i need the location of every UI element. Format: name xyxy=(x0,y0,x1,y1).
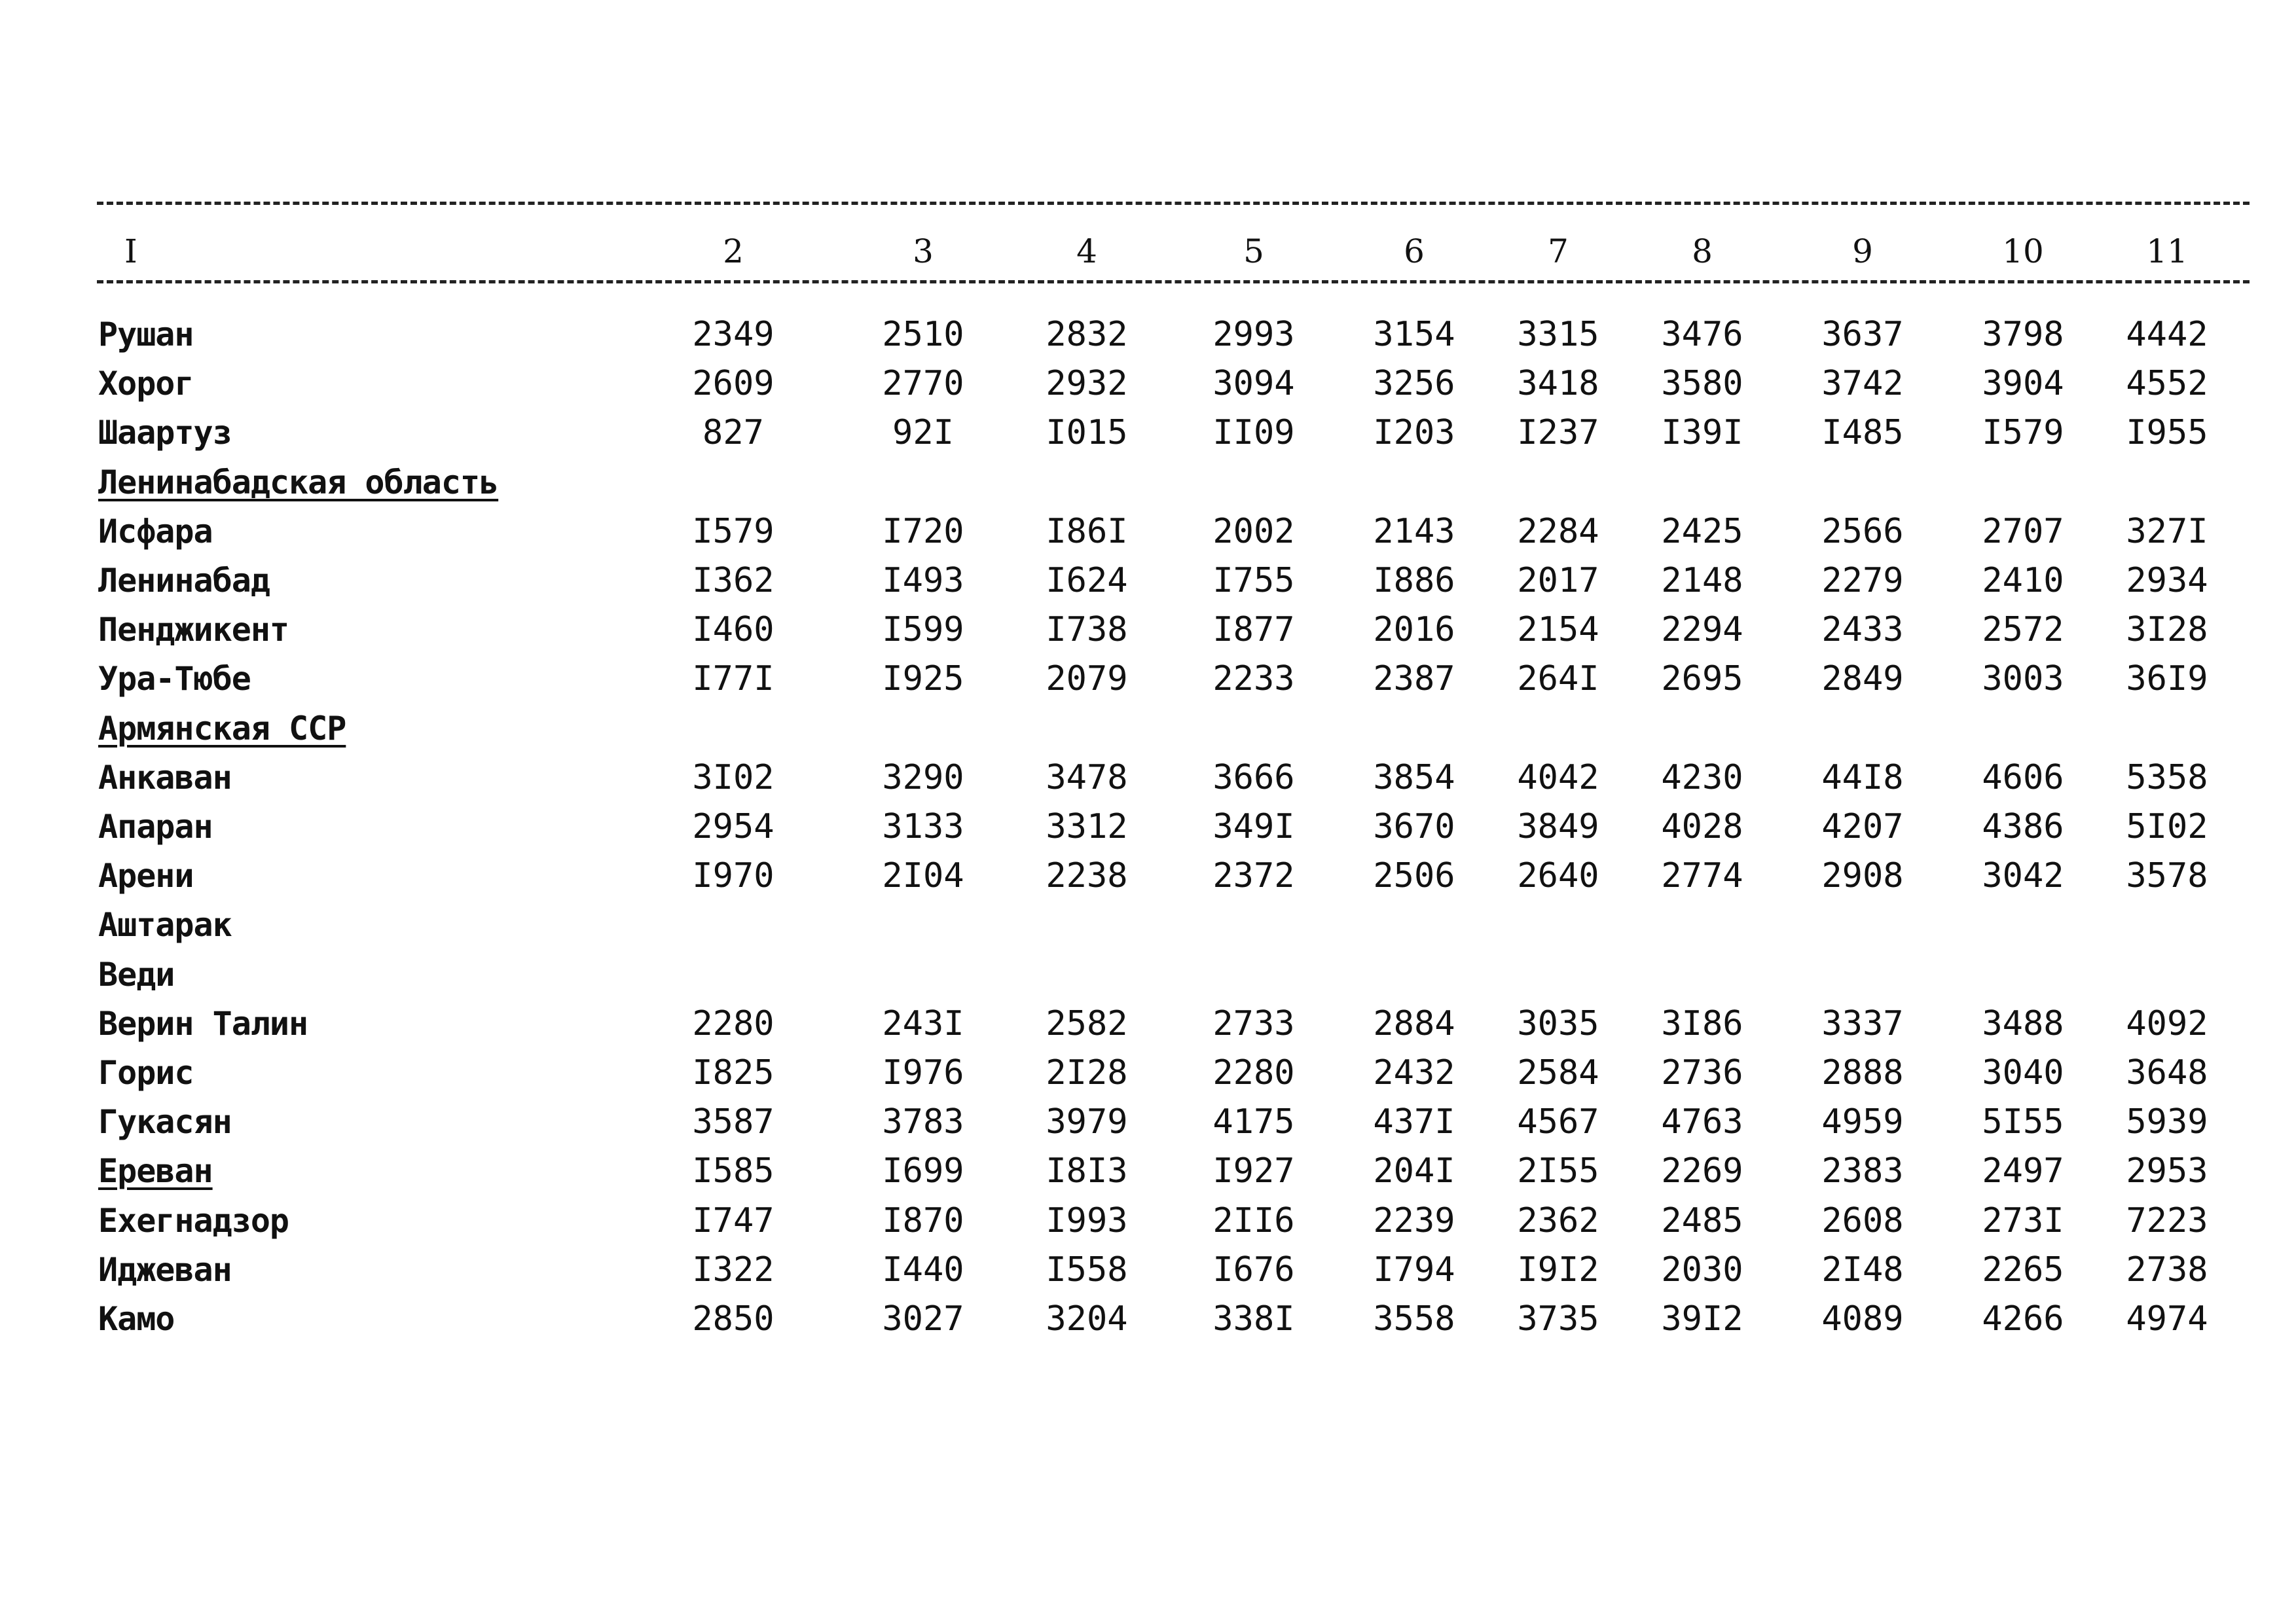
row-value-col-3: 243I xyxy=(882,1003,964,1043)
row-name: Иджеван xyxy=(98,1250,232,1289)
row-value-col-9: 2383 xyxy=(1821,1151,1904,1191)
row-name: Рушан xyxy=(98,316,194,353)
row-value-col-3: I699 xyxy=(882,1151,964,1191)
table-row xyxy=(98,951,2250,998)
row-value-col-8: 4230 xyxy=(1661,757,1743,797)
row-name: Аштарак xyxy=(98,906,232,945)
table-row xyxy=(98,1098,2250,1146)
row-value-col-2: I362 xyxy=(692,561,774,600)
row-value-col-3: 3290 xyxy=(882,757,964,797)
row-value-col-2: I585 xyxy=(692,1151,774,1191)
header-col-1: I xyxy=(124,232,137,270)
row-name: Горис xyxy=(98,1054,194,1092)
row-value-col-11: 327I xyxy=(2126,511,2208,551)
row-value-col-10: 2410 xyxy=(1982,561,2064,600)
row-value-col-3: I976 xyxy=(882,1053,964,1092)
row-value-col-5: I676 xyxy=(1212,1250,1295,1290)
row-value-col-3: 2I04 xyxy=(882,856,964,896)
row-value-col-2: 827 xyxy=(702,413,764,453)
table-row xyxy=(98,508,2250,555)
row-value-col-8: 2774 xyxy=(1661,856,1743,896)
row-value-col-6: 437I xyxy=(1373,1102,1455,1142)
row-value-col-3: 3783 xyxy=(882,1102,964,1142)
row-name: Армянская ССР xyxy=(98,709,346,748)
row-value-col-5: 2993 xyxy=(1212,315,1295,354)
row-value-col-2: I970 xyxy=(692,856,774,896)
row-value-col-4: 3204 xyxy=(1046,1299,1128,1339)
row-value-col-9: 2849 xyxy=(1821,659,1904,699)
row-name: Хорог xyxy=(98,365,194,403)
row-value-col-5: 2233 xyxy=(1212,659,1295,699)
row-value-col-10: 3040 xyxy=(1982,1053,2064,1092)
row-value-col-10: 273I xyxy=(1982,1200,2064,1240)
row-value-col-11: 5358 xyxy=(2126,757,2208,797)
row-name: Верин Талин xyxy=(98,1004,308,1043)
row-value-col-7: 3849 xyxy=(1517,807,1599,846)
row-value-col-11: 3648 xyxy=(2126,1053,2208,1092)
row-value-col-4: 3979 xyxy=(1046,1102,1128,1142)
row-name: Гукасян xyxy=(98,1103,232,1142)
row-value-col-2: I322 xyxy=(692,1250,774,1290)
row-value-col-6: 3154 xyxy=(1373,315,1455,354)
row-name: Анкаван xyxy=(98,758,232,797)
row-name: Камо xyxy=(98,1300,175,1338)
header-col-6: 6 xyxy=(1404,232,1425,270)
table-row xyxy=(98,803,2250,850)
row-value-col-5: 349I xyxy=(1212,807,1295,846)
row-value-col-11: 5I02 xyxy=(2126,807,2208,846)
header-col-9: 9 xyxy=(1852,232,1873,270)
row-value-col-8: 4763 xyxy=(1661,1102,1743,1142)
row-value-col-5: 2002 xyxy=(1212,511,1295,551)
row-value-col-4: I015 xyxy=(1046,413,1128,453)
row-value-col-8: 2030 xyxy=(1661,1250,1743,1290)
row-value-col-3: 3133 xyxy=(882,807,964,846)
table-row xyxy=(98,1295,2250,1343)
row-value-col-6: 2506 xyxy=(1373,856,1455,896)
row-name: Ленинабад xyxy=(98,562,270,600)
row-value-col-7: 3418 xyxy=(1517,364,1599,404)
row-value-col-8: 3476 xyxy=(1661,315,1743,354)
row-value-col-7: 4567 xyxy=(1517,1102,1599,1142)
row-value-col-10: 3042 xyxy=(1982,856,2064,896)
row-value-col-6: 2387 xyxy=(1373,659,1455,699)
row-value-col-6: I203 xyxy=(1373,413,1455,453)
row-value-col-10: 3488 xyxy=(1982,1003,2064,1043)
row-value-col-4: I738 xyxy=(1046,610,1128,650)
row-value-col-11: 4092 xyxy=(2126,1003,2208,1043)
row-value-col-10: 4266 xyxy=(1982,1299,2064,1339)
row-value-col-11: 2953 xyxy=(2126,1151,2208,1191)
row-value-col-9: 4959 xyxy=(1821,1102,1904,1142)
table-row xyxy=(98,409,2250,456)
row-value-col-3: I599 xyxy=(882,610,964,650)
row-value-col-10: 2497 xyxy=(1982,1151,2064,1191)
row-value-col-11: 4974 xyxy=(2126,1299,2208,1339)
row-value-col-2: 2954 xyxy=(692,807,774,846)
row-value-col-5: 2II6 xyxy=(1212,1200,1295,1240)
row-value-col-4: 2238 xyxy=(1046,856,1128,896)
header-col-4: 4 xyxy=(1076,232,1097,270)
row-name: Апаран xyxy=(98,808,213,846)
row-value-col-10: 5I55 xyxy=(1982,1102,2064,1142)
row-value-col-7: I237 xyxy=(1517,413,1599,453)
row-value-col-9: 2908 xyxy=(1821,856,1904,896)
row-value-col-2: 3587 xyxy=(692,1102,774,1142)
row-value-col-4: I86I xyxy=(1046,511,1128,551)
header-col-7: 7 xyxy=(1548,232,1569,270)
table-row xyxy=(98,754,2250,801)
row-value-col-4: 3312 xyxy=(1046,807,1128,846)
row-value-col-6: 2884 xyxy=(1373,1003,1455,1043)
row-value-col-9: 3637 xyxy=(1821,315,1904,354)
row-value-col-7: 4042 xyxy=(1517,757,1599,797)
row-value-col-2: I747 xyxy=(692,1200,774,1240)
row-name: Ехегнадзор xyxy=(98,1201,289,1240)
row-value-col-10: 2265 xyxy=(1982,1250,2064,1290)
row-value-col-7: 264I xyxy=(1517,659,1599,699)
row-value-col-4: 2I28 xyxy=(1046,1053,1128,1092)
row-value-col-7: 2284 xyxy=(1517,511,1599,551)
table-row xyxy=(98,557,2250,604)
row-value-col-5: I877 xyxy=(1212,610,1295,650)
row-value-col-10: 2572 xyxy=(1982,610,2064,650)
row-value-col-2: 3I02 xyxy=(692,757,774,797)
row-value-col-10: 4606 xyxy=(1982,757,2064,797)
row-value-col-11: 2738 xyxy=(2126,1250,2208,1290)
row-value-col-11: 3I28 xyxy=(2126,610,2208,650)
row-value-col-2: I579 xyxy=(692,511,774,551)
row-value-col-5: 3666 xyxy=(1212,757,1295,797)
row-value-col-2: 2609 xyxy=(692,364,774,404)
table-row xyxy=(98,1000,2250,1047)
header-col-3: 3 xyxy=(913,232,934,270)
row-value-col-5: 2372 xyxy=(1212,856,1295,896)
row-value-col-7: 2362 xyxy=(1517,1200,1599,1240)
row-value-col-4: 2832 xyxy=(1046,315,1128,354)
table-row xyxy=(98,1246,2250,1293)
row-name: Веди xyxy=(98,955,175,994)
header-col-11: 11 xyxy=(2146,232,2188,270)
row-value-col-3: 2770 xyxy=(882,364,964,404)
row-value-col-11: I955 xyxy=(2126,413,2208,453)
row-value-col-4: I558 xyxy=(1046,1250,1128,1290)
row-value-col-9: 2888 xyxy=(1821,1053,1904,1092)
row-value-col-7: 3315 xyxy=(1517,315,1599,354)
row-value-col-5: I927 xyxy=(1212,1151,1295,1191)
row-value-col-11: 5939 xyxy=(2126,1102,2208,1142)
row-name: Шаартуз xyxy=(98,414,232,452)
row-value-col-9: I485 xyxy=(1821,413,1904,453)
row-value-col-2: I825 xyxy=(692,1053,774,1092)
row-value-col-6: 2432 xyxy=(1373,1053,1455,1092)
row-value-col-8: 2294 xyxy=(1661,610,1743,650)
table-row xyxy=(98,852,2250,899)
row-value-col-8: 2485 xyxy=(1661,1200,1743,1240)
row-value-col-10: 3904 xyxy=(1982,364,2064,404)
row-name: Ереван xyxy=(98,1152,213,1191)
table-row xyxy=(98,1049,2250,1096)
row-value-col-10: I579 xyxy=(1982,413,2064,453)
row-value-col-8: 3580 xyxy=(1661,364,1743,404)
row-value-col-9: 3337 xyxy=(1821,1003,1904,1043)
row-value-col-5: 338I xyxy=(1212,1299,1295,1339)
row-value-col-11: 4442 xyxy=(2126,315,2208,354)
row-value-col-6: 3854 xyxy=(1373,757,1455,797)
header-col-10: 10 xyxy=(2002,232,2044,270)
row-value-col-6: 204I xyxy=(1373,1151,1455,1191)
row-value-col-9: 2279 xyxy=(1821,561,1904,600)
row-value-col-8: I39I xyxy=(1661,413,1743,453)
row-value-col-4: 2582 xyxy=(1046,1003,1128,1043)
row-value-col-6: 2239 xyxy=(1373,1200,1455,1240)
row-value-col-2: 2349 xyxy=(692,315,774,354)
row-value-col-9: 4207 xyxy=(1821,807,1904,846)
row-value-col-3: 3027 xyxy=(882,1299,964,1339)
row-value-col-11: 36I9 xyxy=(2126,659,2208,699)
header-col-8: 8 xyxy=(1692,232,1713,270)
row-value-col-7: I9I2 xyxy=(1517,1250,1599,1290)
row-value-col-8: 2148 xyxy=(1661,561,1743,600)
row-value-col-6: I794 xyxy=(1373,1250,1455,1290)
row-value-col-8: 2736 xyxy=(1661,1053,1743,1092)
section-row xyxy=(98,459,2250,506)
row-value-col-4: 2932 xyxy=(1046,364,1128,404)
row-value-col-2: I77I xyxy=(692,659,774,699)
row-value-col-8: 2269 xyxy=(1661,1151,1743,1191)
header-col-2: 2 xyxy=(723,232,744,270)
header-dashed-rule xyxy=(97,280,2250,283)
row-value-col-7: 3735 xyxy=(1517,1299,1599,1339)
section-row xyxy=(98,1147,2250,1195)
row-value-col-2: 2280 xyxy=(692,1003,774,1043)
top-dashed-rule xyxy=(97,202,2250,205)
row-value-col-8: 4028 xyxy=(1661,807,1743,846)
row-value-col-2: I460 xyxy=(692,610,774,650)
row-name: Ленинабадская область xyxy=(98,463,499,501)
row-value-col-5: 2733 xyxy=(1212,1003,1295,1043)
row-value-col-6: 3670 xyxy=(1373,807,1455,846)
row-name: Пенджикент xyxy=(98,611,289,649)
row-value-col-11: 2934 xyxy=(2126,561,2208,600)
row-value-col-7: 2584 xyxy=(1517,1053,1599,1092)
row-value-col-7: 2I55 xyxy=(1517,1151,1599,1191)
row-value-col-10: 2707 xyxy=(1982,511,2064,551)
table-row xyxy=(98,606,2250,653)
row-value-col-7: 2154 xyxy=(1517,610,1599,650)
row-value-col-8: 2695 xyxy=(1661,659,1743,699)
row-value-col-9: 3742 xyxy=(1821,364,1904,404)
row-value-col-3: I720 xyxy=(882,511,964,551)
table-row xyxy=(98,1197,2250,1244)
row-value-col-9: 2I48 xyxy=(1821,1250,1904,1290)
row-value-col-6: 2143 xyxy=(1373,511,1455,551)
row-value-col-4: 2079 xyxy=(1046,659,1128,699)
row-value-col-7: 3035 xyxy=(1517,1003,1599,1043)
table-row xyxy=(98,901,2250,948)
row-value-col-9: 4089 xyxy=(1821,1299,1904,1339)
row-value-col-5: II09 xyxy=(1212,413,1295,453)
row-value-col-6: 3256 xyxy=(1373,364,1455,404)
row-value-col-4: I993 xyxy=(1046,1200,1128,1240)
row-value-col-3: I870 xyxy=(882,1200,964,1240)
section-row xyxy=(98,705,2250,752)
row-name: Арени xyxy=(98,857,194,895)
header-col-5: 5 xyxy=(1243,232,1264,270)
row-value-col-11: 4552 xyxy=(2126,364,2208,404)
table-header-row xyxy=(98,228,2250,275)
row-value-col-2: 2850 xyxy=(692,1299,774,1339)
row-value-col-3: 2510 xyxy=(882,315,964,354)
row-value-col-4: I8I3 xyxy=(1046,1151,1128,1191)
row-value-col-9: 2566 xyxy=(1821,511,1904,551)
row-value-col-4: I624 xyxy=(1046,561,1128,600)
row-value-col-3: 92I xyxy=(892,413,954,453)
row-value-col-7: 2017 xyxy=(1517,561,1599,600)
row-value-col-5: 2280 xyxy=(1212,1053,1295,1092)
table-row xyxy=(98,655,2250,702)
row-value-col-6: I886 xyxy=(1373,561,1455,600)
row-name: Исфара xyxy=(98,512,213,550)
row-value-col-6: 3558 xyxy=(1373,1299,1455,1339)
row-value-col-10: 4386 xyxy=(1982,807,2064,846)
row-value-col-10: 3003 xyxy=(1982,659,2064,699)
row-value-col-9: 2608 xyxy=(1821,1200,1904,1240)
row-value-col-11: 7223 xyxy=(2126,1200,2208,1240)
row-value-col-6: 2016 xyxy=(1373,610,1455,650)
row-value-col-9: 44I8 xyxy=(1821,757,1904,797)
row-value-col-5: 3094 xyxy=(1212,364,1295,404)
row-value-col-11: 3578 xyxy=(2126,856,2208,896)
row-name: Ура-Тюбе xyxy=(98,660,251,698)
row-value-col-10: 3798 xyxy=(1982,315,2064,354)
row-value-col-5: 4175 xyxy=(1212,1102,1295,1142)
row-value-col-3: I493 xyxy=(882,561,964,600)
table-row xyxy=(98,360,2250,407)
row-value-col-8: 3I86 xyxy=(1661,1003,1743,1043)
row-value-col-9: 2433 xyxy=(1821,610,1904,650)
row-value-col-8: 39I2 xyxy=(1661,1299,1743,1339)
row-value-col-5: I755 xyxy=(1212,561,1295,600)
row-value-col-4: 3478 xyxy=(1046,757,1128,797)
row-value-col-3: I440 xyxy=(882,1250,964,1290)
row-value-col-8: 2425 xyxy=(1661,511,1743,551)
table-row xyxy=(98,311,2250,358)
row-value-col-7: 2640 xyxy=(1517,856,1599,896)
row-value-col-3: I925 xyxy=(882,659,964,699)
